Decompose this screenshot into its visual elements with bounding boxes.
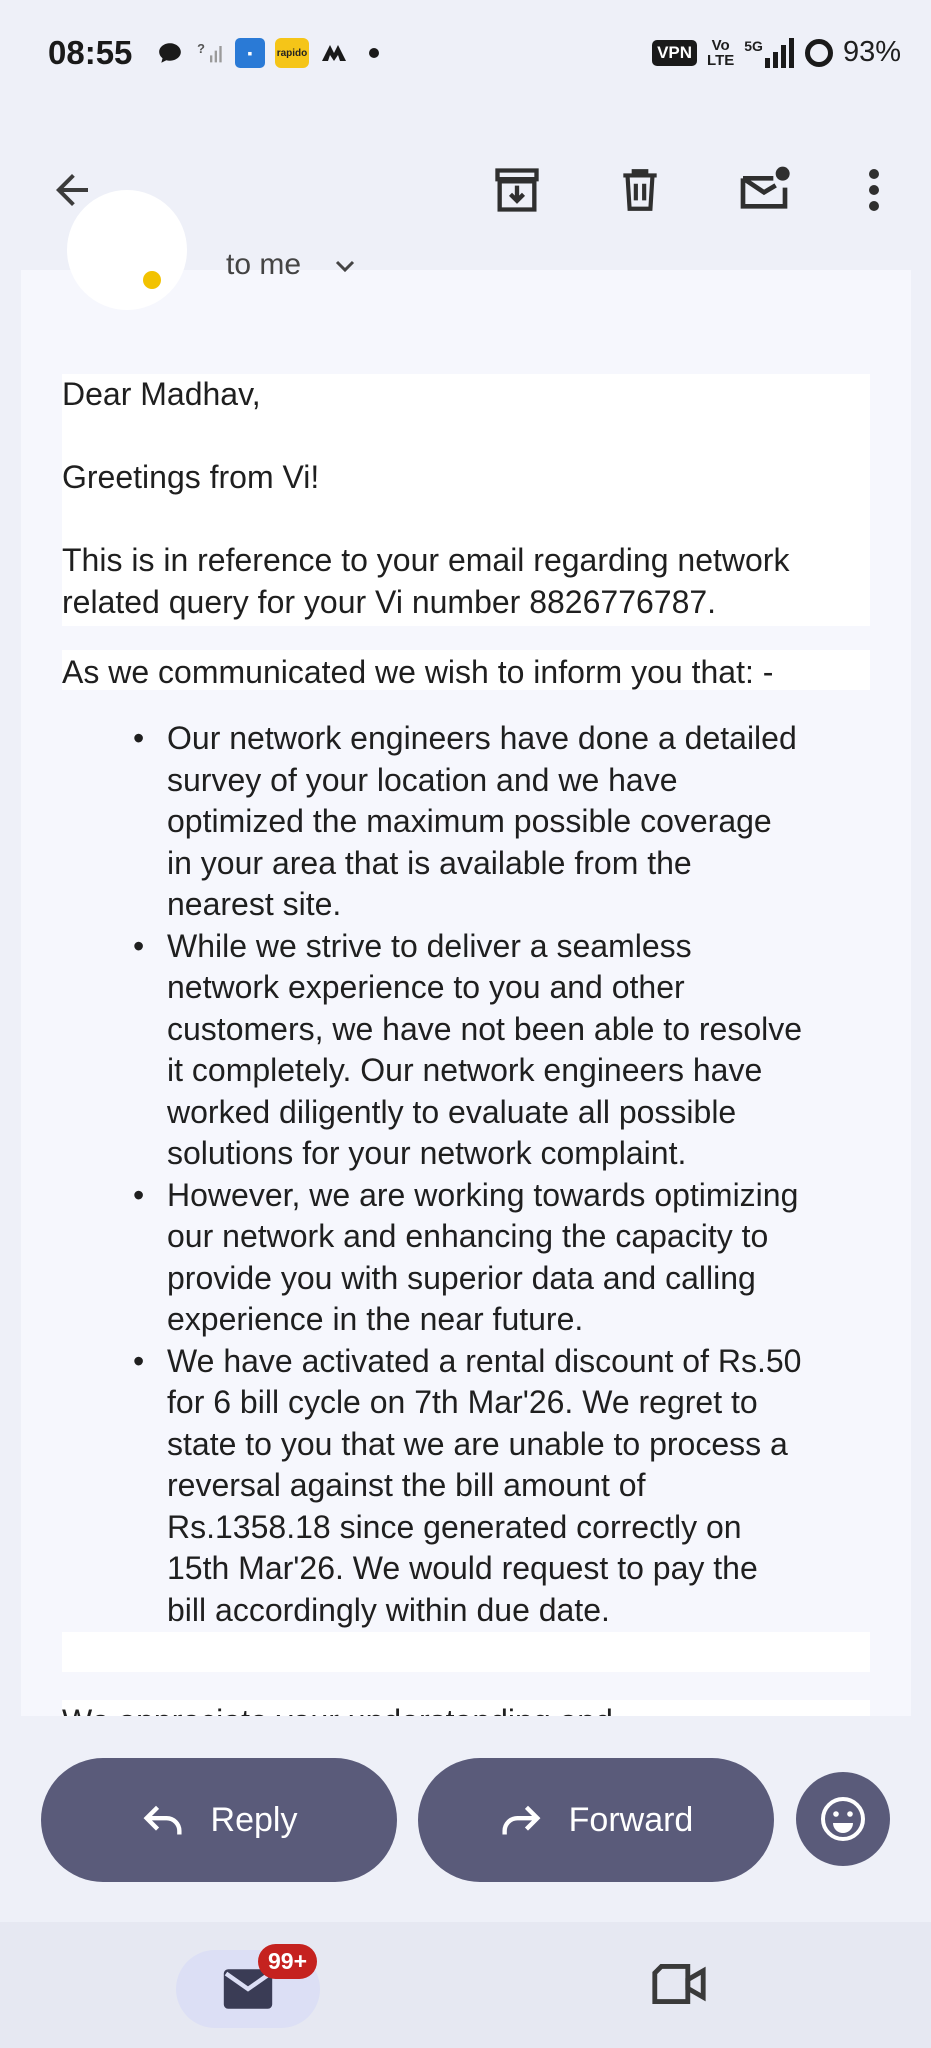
trash-icon: [615, 165, 665, 215]
greeting-line: Dear Madhav,: [62, 376, 261, 412]
more-options-button[interactable]: [842, 158, 906, 222]
system-icons: [652, 36, 901, 69]
reference-line-1: This is in reference to your email regarding network: [62, 542, 790, 578]
bullet-dot: •: [133, 720, 145, 756]
status-time: 08:55: [48, 34, 133, 71]
svg-text:?: ?: [197, 41, 206, 56]
smiley-icon: [819, 1795, 867, 1843]
bullet-dot: •: [133, 1342, 145, 1379]
bottom-navigation: [0, 1922, 931, 2048]
archive-button[interactable]: [485, 158, 549, 222]
app-notification-icon: ▪: [235, 38, 265, 68]
vpn-icon: VPN: [652, 40, 697, 66]
forward-button[interactable]: [418, 1758, 774, 1882]
mark-unread-button[interactable]: [732, 158, 796, 222]
forward-label: Forward: [568, 1800, 694, 1839]
intro-line: As we communicated we wish to inform you that: -: [62, 654, 774, 690]
email-body: [21, 248, 911, 1716]
forward-icon: [499, 1800, 543, 1840]
greeting-line-2: Greetings from Vi!: [62, 459, 320, 495]
react-emoji-button[interactable]: [796, 1772, 890, 1866]
bullet-list: [125, 718, 885, 1631]
battery-percentage: 93%: [842, 36, 901, 68]
signal-5g-icon: 5G: [744, 38, 795, 68]
battery-icon: [805, 39, 833, 67]
sender-avatar[interactable]: [67, 190, 187, 310]
avatar-status-dot: [143, 271, 161, 289]
rapido-icon: rapido: [275, 38, 309, 68]
more-vert-icon: [854, 166, 894, 214]
bullet-item: • While we strive to deliver a seamless network experience to you and other customers, we have not been able to resolve it completely. Our network engineers have worked diligently to evaluate all possible solutions for your network complaint.: [133, 927, 803, 1171]
unread-count-badge: 99+: [258, 1944, 317, 1979]
notification-icons: [155, 38, 389, 68]
archive-icon: [491, 164, 543, 216]
reply-icon: [141, 1800, 185, 1840]
delete-button[interactable]: [608, 158, 672, 222]
mail-unread-icon: [736, 162, 792, 218]
nav-meet-tab[interactable]: [650, 1962, 708, 2011]
bullet-item: • Our network engineers have done a detailed survey of your location and we have optimized the maximum possible coverage in your area that is available from the nearest site.: [133, 720, 797, 922]
bullet-dot: •: [133, 927, 145, 964]
reference-line-2: related query for your Vi number 8826776787.: [62, 584, 717, 620]
reply-button[interactable]: [41, 1758, 397, 1882]
bullet-item: • We have activated a rental discount of Rs.50 for 6 bill cycle on 7th Mar'26. We regret to state to you that we are unable to process a reversal against the bill amount of Rs.1358.18 since generated correctly on 15th Mar'26. We would request to pay the bill accordingly within due date.: [133, 1342, 802, 1628]
video-camera-icon: [650, 1962, 708, 2006]
app-logo-icon: [319, 38, 349, 68]
signal-question-icon: [195, 38, 225, 68]
reply-label: Reply: [210, 1800, 298, 1839]
bullet-item: • However, we are working towards optimizing our network and enhancing the capacity to provide you with superior data and calling experience in the near future.: [133, 1176, 799, 1337]
recipient-details[interactable]: to me: [226, 248, 302, 281]
volte-icon: Vo LTE: [707, 36, 735, 69]
status-bar: [0, 0, 931, 110]
chevron-down-icon[interactable]: [333, 258, 357, 274]
email-actions: [0, 1716, 931, 1922]
more-notifications-dot-icon: [359, 38, 389, 68]
chat-bubble-icon: [155, 38, 185, 68]
spacer-background: [62, 1632, 870, 1672]
bullet-dot: •: [133, 1176, 145, 1213]
